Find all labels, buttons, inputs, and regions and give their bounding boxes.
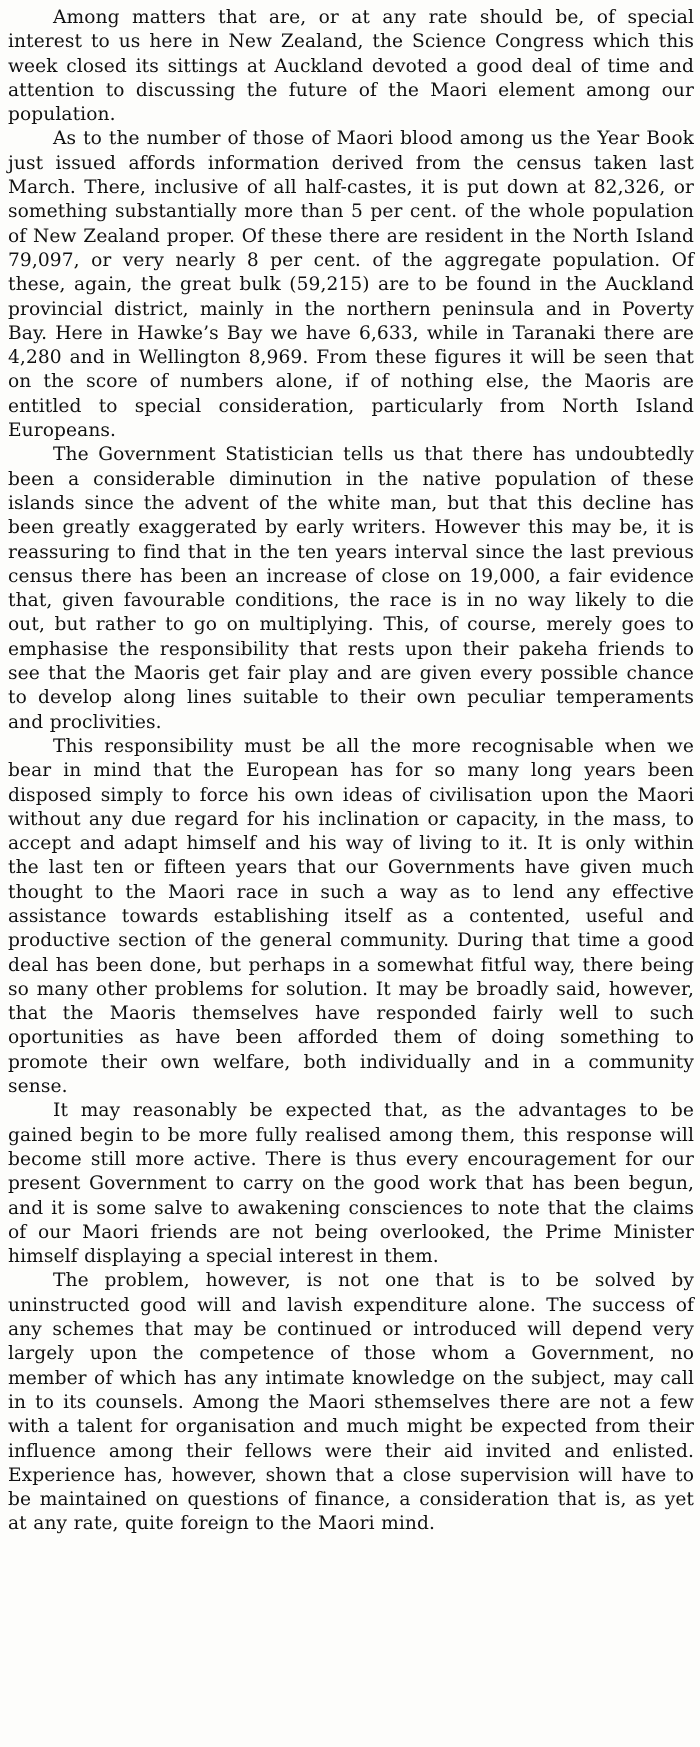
paragraph-responsibility: This responsibility must be all the more recognisable when we bear in mind that the European has for so many long years been disposed simply to force his own ideas of civilisation upon the Maori without any due regard for his inclination or capacity, in the mass, to accept and adapt himself and his way of living to it. It is only within the last ten or fifteen years that our Governments have given much thought to the Maori race in such a way as to lend any effective assistance towards establishing itself as a contented, useful and productive section of the general community. During that time a good deal has been done, but perhaps in a somewhat fitful way, there being so many other problems for solution. It may be broadly said, however, that the Maoris themselves have responded fairly well to such oportunities as have been afforded them of doing something to promote their own welfare, both individually and in a community sense.: [8, 735, 694, 1098]
paragraph-government-encouragement: It may reasonably be expected that, as the advantages to be gained begin to be more fully realised among them, this response will become still more active. There is thus every encouragement for our present Government to carry on the good work that has been begun, and it is some salve to awakening consciences to note that the claims of our Maori friends are not being overlooked, the Prime Minister himself displaying a special interest in them.: [8, 1100, 694, 1268]
paragraph-statistician: The Government Statistician tells us that there has undoubtedly been a considerable diminution in the native population of these islands since the advent of the white man, but that this decline has been greatly exaggerated by early writers. However this may be, it is reassuring to find that in the ten years interval since the last previous census there has been an increase of close on 19,000, a fair evidence that, given favourable conditions, the race is in no way likely to die out, but rather to go on multiplying. This, of course, merely goes to emphasise the responsibility that rests upon their pakeha friends to see that the Maoris get fair play and are given every possible chance to develop along lines suitable to their own peculiar temperaments and proclivities.: [8, 444, 694, 733]
editorial-article: [8, 6, 694, 1537]
paragraph-census-figures: As to the number of those of Maori blood among us the Year Book just issued affords information derived from the census taken last March. There, inclusive of all half-castes, it is put down at 82,326, or something substantially more than 5 per cent. of the whole population of New Zealand proper. Of these there are resident in the North Island 79,097, or very nearly 8 per cent. of the aggregate population. Of these, again, the great bulk (59,215) are to be found in the Auckland provincial district, mainly in the northern peninsula and in Poverty Bay. Here in Hawke’s Bay we have 6,633, while in Taranaki there are 4,280 and in Wellington 8,969. From these figures it will be seen that on the score of numbers alone, if of nothing else, the Maoris are entitled to special consideration, particularly from North Island Europeans.: [8, 128, 694, 442]
paragraph-science-congress: Among matters that are, or at any rate should be, of special interest to us here in New Zealand, the Science Congress which this week closed its sittings at Auckland devoted a good deal of time and attention to discussing the future of the Maori element among our population.: [8, 7, 694, 126]
paragraph-the-problem: The problem, however, is not one that is to be solved by uninstructed good will and lavish expenditure alone. The success of any schemes that may be continued or introduced will depend very largely upon the competence of those whom a Government, no member of which has any intimate knowledge on the subject, may call in to its counsels. Among the Maori sthemselves there are not a few with a talent for organisation and much might be expected from their influence among their fellows were their aid invited and enlisted. Experience has, however, shown that a close supervision will have to be maintained on questions of finance, a consideration that is, as yet at any rate, quite foreign to the Maori mind.: [8, 1270, 694, 1535]
